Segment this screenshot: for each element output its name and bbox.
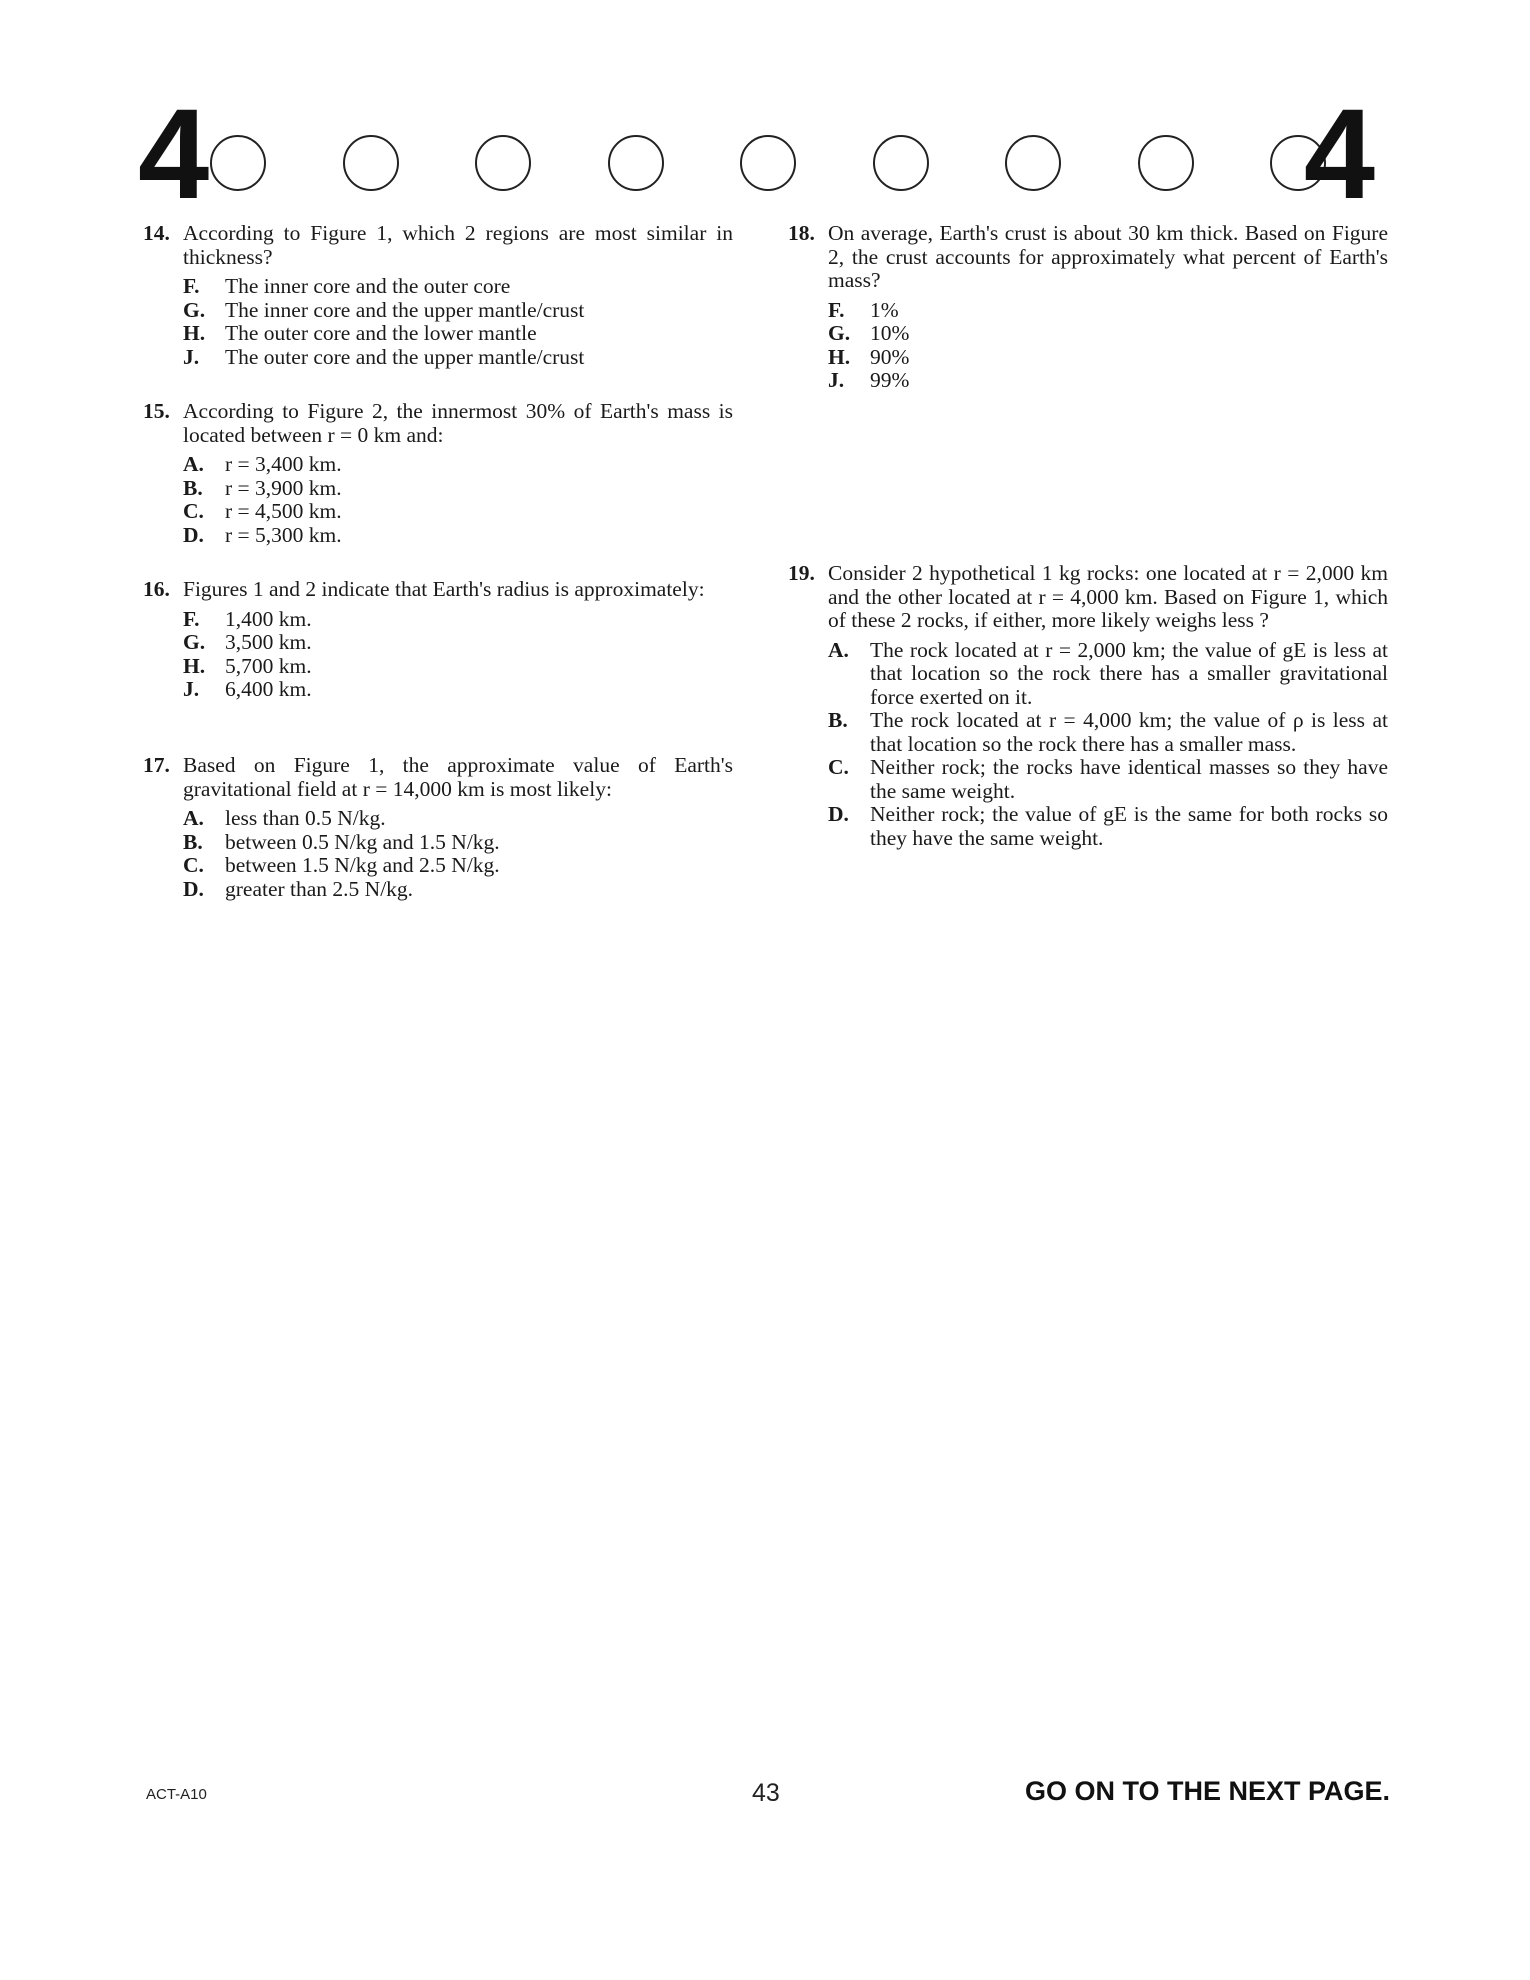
- answer-option[interactable]: [828, 639, 1388, 710]
- question-stem: Based on Figure 1, the approximate value of Earth's gravitational field at r = 14,000 km is most likely:: [183, 753, 733, 801]
- answer-bubble-icon: [1005, 135, 1061, 191]
- option-letter: H.: [183, 653, 206, 678]
- option-text: 1%: [870, 297, 899, 322]
- question-number: 14.: [143, 221, 170, 245]
- option-text: between 1.5 N/kg and 2.5 N/kg.: [225, 853, 500, 877]
- option-letter: B.: [183, 475, 203, 500]
- option-text: 3,500 km.: [225, 630, 312, 654]
- answer-option[interactable]: [828, 322, 1388, 346]
- option-text: The outer core and the lower mantle: [225, 321, 537, 345]
- section-number-left: 4: [138, 83, 210, 226]
- answer-option[interactable]: [183, 608, 733, 632]
- option-letter: C.: [183, 853, 204, 877]
- answer-option[interactable]: [828, 709, 1388, 756]
- option-text: 10%: [870, 321, 910, 345]
- option-letter: F.: [183, 274, 200, 298]
- option-text: The outer core and the upper mantle/crust: [225, 344, 585, 369]
- answer-option[interactable]: [183, 275, 733, 299]
- option-text: r = 3,900 km.: [225, 475, 342, 500]
- option-text: 5,700 km.: [225, 653, 312, 678]
- option-text: 99%: [870, 368, 910, 392]
- option-letter: B.: [828, 708, 848, 732]
- option-text: Neither rock; the rocks have identical masses so they have the same weight.: [870, 755, 1388, 803]
- question-number: 19.: [788, 561, 815, 585]
- answer-bubble-icon: [343, 135, 399, 191]
- answer-option[interactable]: [183, 524, 733, 548]
- option-letter: A.: [183, 452, 204, 476]
- option-text: The rock located at r = 4,000 km; the value of ρ is less at that location so the rock there has a smaller mass.: [870, 708, 1388, 756]
- option-letter: H.: [183, 321, 206, 345]
- answer-option[interactable]: [828, 803, 1388, 850]
- answer-option[interactable]: [183, 878, 733, 902]
- option-letter: B.: [183, 829, 203, 854]
- option-text: The inner core and the upper mantle/crust: [225, 297, 585, 322]
- question-17: [143, 754, 733, 901]
- option-letter: G.: [828, 321, 851, 345]
- question-stem: According to Figure 2, the innermost 30% of Earth's mass is located between r = 0 km and:: [183, 399, 733, 447]
- answer-options: [828, 639, 1388, 851]
- option-text: 90%: [870, 344, 910, 369]
- answer-option[interactable]: [183, 477, 733, 501]
- option-text: 1,400 km.: [225, 606, 312, 631]
- answer-option[interactable]: [183, 831, 733, 855]
- answer-option[interactable]: [183, 655, 733, 679]
- option-text: r = 4,500 km.: [225, 499, 342, 523]
- form-code: ACT-A10: [146, 1786, 207, 1803]
- option-text: r = 5,300 km.: [225, 522, 342, 547]
- option-text: r = 3,400 km.: [225, 452, 342, 476]
- answer-options: [183, 275, 733, 369]
- question-stem: Figures 1 and 2 indicate that Earth's radius is approximately:: [183, 577, 705, 601]
- option-letter: A.: [828, 637, 849, 662]
- option-letter: C.: [828, 755, 849, 779]
- answer-bubble-icon: [740, 135, 796, 191]
- answer-option[interactable]: [183, 631, 733, 655]
- answer-bubble-icon: [608, 135, 664, 191]
- answer-option[interactable]: [183, 678, 733, 702]
- answer-option[interactable]: [828, 369, 1388, 393]
- section-number-right: 4: [1303, 83, 1375, 226]
- question-stem: Consider 2 hypothetical 1 kg rocks: one located at r = 2,000 km and the other located at r = 4,000 km. Based on Figure 1, which of these 2 rocks, if either, more likely weighs less ?: [828, 561, 1388, 632]
- answer-option[interactable]: [183, 322, 733, 346]
- option-letter: F.: [828, 297, 845, 322]
- option-text: The rock located at r = 2,000 km; the value of gE is less at that location so the rock there has a smaller gravitational force exerted on it.: [870, 637, 1388, 709]
- answer-option[interactable]: [183, 346, 733, 370]
- option-letter: D.: [183, 522, 204, 547]
- option-letter: J.: [828, 368, 845, 392]
- option-letter: G.: [183, 297, 206, 322]
- question-18: [788, 222, 1388, 393]
- option-letter: G.: [183, 630, 206, 654]
- answer-option[interactable]: [183, 453, 733, 477]
- answer-option[interactable]: [183, 299, 733, 323]
- answer-options: [183, 608, 733, 702]
- question-number: 15.: [143, 399, 170, 423]
- answer-option[interactable]: [828, 299, 1388, 323]
- question-stem: On average, Earth's crust is about 30 km thick. Based on Figure 2, the crust accounts for approximately what percent of Earth's mass?: [828, 221, 1388, 292]
- question-15: [143, 400, 733, 547]
- option-letter: H.: [828, 344, 851, 369]
- page-number: 43: [752, 1779, 780, 1807]
- option-letter: A.: [183, 806, 204, 830]
- answer-option[interactable]: [183, 807, 733, 831]
- option-letter: D.: [828, 802, 849, 826]
- section-header: [138, 83, 1375, 226]
- answer-bubble-icon: [210, 135, 266, 191]
- answer-bubble-icon: [873, 135, 929, 191]
- option-text: between 0.5 N/kg and 1.5 N/kg.: [225, 829, 500, 854]
- option-letter: C.: [183, 499, 204, 523]
- answer-option[interactable]: [183, 854, 733, 878]
- question-number: 18.: [788, 221, 815, 245]
- question-16: [143, 578, 733, 702]
- answer-option[interactable]: [183, 500, 733, 524]
- option-letter: D.: [183, 876, 204, 901]
- question-19: [788, 562, 1388, 850]
- question-stem: According to Figure 1, which 2 regions are most similar in thickness?: [183, 221, 733, 269]
- question-number: 16.: [143, 577, 170, 601]
- answer-option[interactable]: [828, 346, 1388, 370]
- answer-options: [828, 299, 1388, 393]
- answer-bubble-icon: [1138, 135, 1194, 191]
- option-letter: J.: [183, 344, 200, 369]
- option-letter: F.: [183, 606, 200, 631]
- answer-bubble-icon: [475, 135, 531, 191]
- answer-options: [183, 453, 733, 547]
- option-text: 6,400 km.: [225, 677, 312, 701]
- next-page-notice: GO ON TO THE NEXT PAGE.: [1024, 1776, 1390, 1806]
- option-text: Neither rock; the value of gE is the same for both rocks so they have the same weight.: [870, 802, 1388, 850]
- option-text: The inner core and the outer core: [225, 274, 511, 298]
- question-number: 17.: [143, 753, 170, 777]
- question-14: [143, 222, 733, 369]
- option-text: less than 0.5 N/kg.: [225, 806, 386, 830]
- answer-option[interactable]: [828, 756, 1388, 803]
- option-letter: J.: [183, 677, 200, 701]
- option-text: greater than 2.5 N/kg.: [225, 876, 414, 901]
- answer-options: [183, 807, 733, 901]
